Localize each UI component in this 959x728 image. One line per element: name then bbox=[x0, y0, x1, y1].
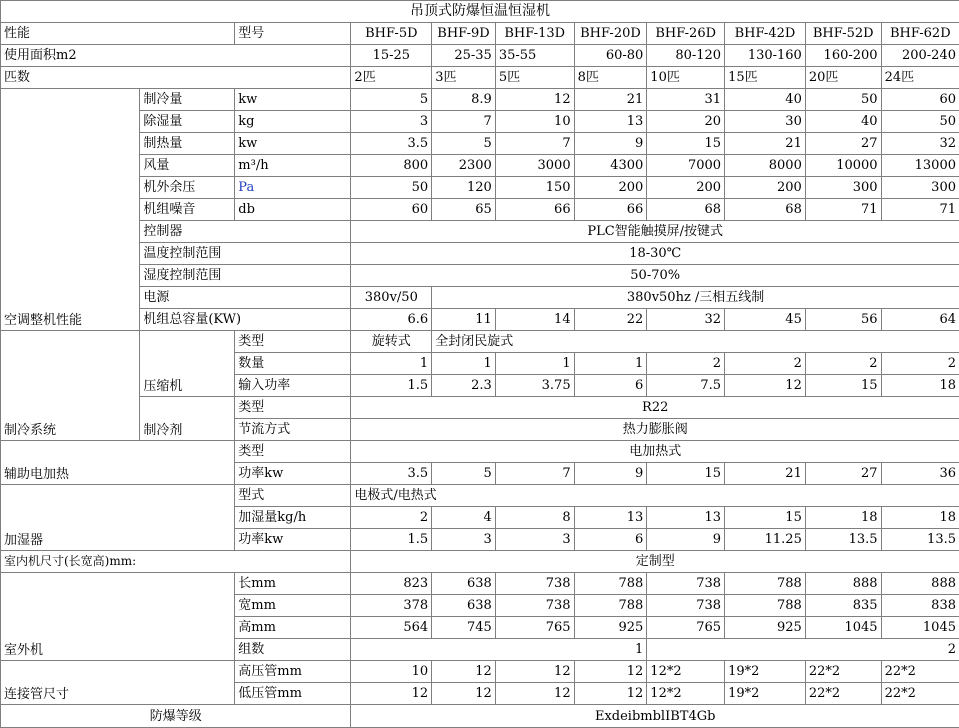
hp-pipe-cell: 22*2 bbox=[805, 661, 881, 683]
dehum-cell: 10 bbox=[495, 111, 574, 133]
hum-power-cell: 6 bbox=[574, 529, 647, 551]
total-capacity-cell: 6.6 bbox=[351, 309, 432, 331]
dehum-cell: 50 bbox=[881, 111, 959, 133]
static-pressure-cell: 300 bbox=[881, 177, 959, 199]
area-cell: 25-35 bbox=[432, 45, 496, 67]
hum-amount-cell: 8 bbox=[495, 507, 574, 529]
outdoor-width-cell: 788 bbox=[725, 595, 806, 617]
compressor-power-label: 输入功率 bbox=[235, 375, 351, 397]
compressor-power-cell: 2.3 bbox=[432, 375, 496, 397]
airflow-cell: 13000 bbox=[881, 155, 959, 177]
noise-cell: 65 bbox=[432, 199, 496, 221]
noise-cell: 66 bbox=[574, 199, 647, 221]
outdoor-height-cell: 1045 bbox=[881, 617, 959, 639]
temp-range-label: 温度控制范围 bbox=[140, 243, 351, 265]
hum-amount-cell: 13 bbox=[574, 507, 647, 529]
cooling-cell: 50 bbox=[805, 89, 881, 111]
dehum-cell: 3 bbox=[351, 111, 432, 133]
controller-row bbox=[1, 221, 959, 243]
total-capacity-label: 机组总容量(KW) bbox=[140, 309, 351, 331]
hp-label: 匹数 bbox=[1, 67, 351, 89]
refrigerant-type-value: R22 bbox=[351, 397, 959, 419]
outdoor-height-cell: 745 bbox=[432, 617, 496, 639]
lp-pipe-cell: 12*2 bbox=[647, 683, 725, 705]
aux-heat-group: 辅助电加热 bbox=[1, 441, 235, 485]
hum-amount-cell: 18 bbox=[881, 507, 959, 529]
area-cell: 35-55 bbox=[495, 45, 574, 67]
static-pressure-cell: 200 bbox=[647, 177, 725, 199]
airflow-cell: 2300 bbox=[432, 155, 496, 177]
hp-pipe-cell: 10 bbox=[351, 661, 432, 683]
explosion-value: ExdeibmblIBT4Gb bbox=[351, 705, 959, 728]
model-cell: BHF-5D bbox=[351, 23, 432, 45]
outdoor-width-cell: 738 bbox=[495, 595, 574, 617]
lp-pipe-cell: 22*2 bbox=[805, 683, 881, 705]
hp-pipe-cell: 12 bbox=[495, 661, 574, 683]
lp-pipe-cell: 12 bbox=[432, 683, 496, 705]
airflow-cell: 8000 bbox=[725, 155, 806, 177]
hp-row bbox=[1, 67, 959, 89]
hp-cell: 10匹 bbox=[647, 67, 725, 89]
compressor-type-label: 类型 bbox=[235, 331, 351, 353]
hum-power-cell: 3 bbox=[432, 529, 496, 551]
compressor-qty-cell: 2 bbox=[725, 353, 806, 375]
noise-cell: 68 bbox=[725, 199, 806, 221]
area-cell: 130-160 bbox=[725, 45, 806, 67]
airflow-label: 风量 bbox=[140, 155, 235, 177]
area-cell: 60-80 bbox=[574, 45, 647, 67]
hp-pipe-row bbox=[1, 661, 959, 683]
hum-power-cell: 9 bbox=[647, 529, 725, 551]
lp-pipe-cell: 19*2 bbox=[725, 683, 806, 705]
static-pressure-cell: 200 bbox=[574, 177, 647, 199]
outdoor-group: 室外机 bbox=[1, 573, 235, 661]
spec-table-body bbox=[1, 1, 959, 728]
hum-range-row bbox=[1, 265, 959, 287]
compressor-type-b: 全封闭民旋式 bbox=[432, 331, 959, 353]
hum-amount-cell: 4 bbox=[432, 507, 496, 529]
hum-power-cell: 13.5 bbox=[881, 529, 959, 551]
outdoor-length-cell: 788 bbox=[725, 573, 806, 595]
outdoor-width-cell: 738 bbox=[647, 595, 725, 617]
indoor-size-label bbox=[1, 551, 351, 573]
outdoor-groups-cell: 1 bbox=[351, 639, 647, 661]
total-capacity-row bbox=[1, 309, 959, 331]
hp-pipe-cell: 12 bbox=[574, 661, 647, 683]
hum-amount-cell: 18 bbox=[805, 507, 881, 529]
aux-power-cell: 7 bbox=[495, 463, 574, 485]
outdoor-length-cell: 638 bbox=[432, 573, 496, 595]
noise-cell: 71 bbox=[805, 199, 881, 221]
outdoor-groups-cell: 2 bbox=[647, 639, 959, 661]
model-cell: BHF-20D bbox=[574, 23, 647, 45]
dehum-label: 除湿量 bbox=[140, 111, 235, 133]
compressor-qty-cell: 1 bbox=[495, 353, 574, 375]
dehum-cell: 13 bbox=[574, 111, 647, 133]
cooling-unit: kw bbox=[235, 89, 351, 111]
power-first-value: 380v/50 bbox=[351, 287, 432, 309]
explosion-row bbox=[1, 705, 959, 728]
outdoor-height-label: 高mm bbox=[235, 617, 351, 639]
indoor-size-value: 定制型 bbox=[351, 551, 959, 573]
model-cell: BHF-9D bbox=[432, 23, 496, 45]
model-cell: BHF-26D bbox=[647, 23, 725, 45]
airflow-cell: 3000 bbox=[495, 155, 574, 177]
heating-cell: 32 bbox=[881, 133, 959, 155]
outdoor-groups-label: 组数 bbox=[235, 639, 351, 661]
heating-cell: 3.5 bbox=[351, 133, 432, 155]
dehum-unit: kg bbox=[235, 111, 351, 133]
airflow-cell: 4300 bbox=[574, 155, 647, 177]
heating-unit: kw bbox=[235, 133, 351, 155]
hum-form-value: 电极式/电热式 bbox=[351, 485, 959, 507]
aux-power-cell: 9 bbox=[574, 463, 647, 485]
refrig-system-group: 制冷系统 bbox=[1, 331, 140, 441]
lp-pipe-label: 低压管mm bbox=[235, 683, 351, 705]
hum-range-value: 50-70% bbox=[351, 265, 959, 287]
hp-cell: 15匹 bbox=[725, 67, 806, 89]
outdoor-length-cell: 888 bbox=[805, 573, 881, 595]
hum-amount-label: 加湿量kg/h bbox=[235, 507, 351, 529]
compressor-group: 压缩机 bbox=[140, 331, 235, 397]
static-pressure-cell: 150 bbox=[495, 177, 574, 199]
area-label: 使用面积m2 bbox=[1, 45, 351, 67]
compressor-qty-cell: 1 bbox=[432, 353, 496, 375]
airflow-row bbox=[1, 155, 959, 177]
refrigerant-type-row bbox=[1, 397, 959, 419]
hum-form-row bbox=[1, 485, 959, 507]
outdoor-height-cell: 765 bbox=[647, 617, 725, 639]
total-capacity-cell: 11 bbox=[432, 309, 496, 331]
area-cell: 80-120 bbox=[647, 45, 725, 67]
compressor-power-cell: 15 bbox=[805, 375, 881, 397]
outdoor-width-cell: 835 bbox=[805, 595, 881, 617]
noise-cell: 60 bbox=[351, 199, 432, 221]
outdoor-length-row bbox=[1, 573, 959, 595]
refrigerant-type-label: 类型 bbox=[235, 397, 351, 419]
airflow-cell: 7000 bbox=[647, 155, 725, 177]
static-pressure-cell: 120 bbox=[432, 177, 496, 199]
noise-row bbox=[1, 199, 959, 221]
static-pressure-unit: Pa bbox=[235, 177, 351, 199]
hp-cell: 2匹 bbox=[351, 67, 432, 89]
outdoor-width-label: 宽mm bbox=[235, 595, 351, 617]
controller-label: 控制器 bbox=[140, 221, 351, 243]
outdoor-length-cell: 823 bbox=[351, 573, 432, 595]
throttle-label: 节流方式 bbox=[235, 419, 351, 441]
cooling-row bbox=[1, 89, 959, 111]
model-cell: BHF-13D bbox=[495, 23, 574, 45]
hp-pipe-cell: 22*2 bbox=[881, 661, 959, 683]
noise-cell: 71 bbox=[881, 199, 959, 221]
compressor-type-a: 旋转式 bbox=[351, 331, 432, 353]
outdoor-length-cell: 788 bbox=[574, 573, 647, 595]
dehum-row bbox=[1, 111, 959, 133]
heating-cell: 7 bbox=[495, 133, 574, 155]
humidifier-group: 加湿器 bbox=[1, 485, 235, 551]
hum-power-cell: 11.25 bbox=[725, 529, 806, 551]
noise-unit: db bbox=[235, 199, 351, 221]
outdoor-width-cell: 838 bbox=[881, 595, 959, 617]
compressor-power-cell: 18 bbox=[881, 375, 959, 397]
airflow-unit: m³/h bbox=[235, 155, 351, 177]
area-cell: 160-200 bbox=[805, 45, 881, 67]
aux-type-label: 类型 bbox=[235, 441, 351, 463]
outdoor-length-label: 长mm bbox=[235, 573, 351, 595]
cooling-cell: 5 bbox=[351, 89, 432, 111]
compressor-qty-cell: 1 bbox=[574, 353, 647, 375]
aux-type-row bbox=[1, 441, 959, 463]
total-capacity-cell: 56 bbox=[805, 309, 881, 331]
outdoor-height-cell: 765 bbox=[495, 617, 574, 639]
compressor-qty-cell: 1 bbox=[351, 353, 432, 375]
static-pressure-row bbox=[1, 177, 959, 199]
outdoor-length-cell: 738 bbox=[647, 573, 725, 595]
outdoor-length-cell: 738 bbox=[495, 573, 574, 595]
cooling-cell: 60 bbox=[881, 89, 959, 111]
hp-cell: 8匹 bbox=[574, 67, 647, 89]
hp-cell: 20匹 bbox=[805, 67, 881, 89]
hum-form-label: 型式 bbox=[235, 485, 351, 507]
noise-cell: 68 bbox=[647, 199, 725, 221]
heating-cell: 21 bbox=[725, 133, 806, 155]
lp-pipe-cell: 12 bbox=[574, 683, 647, 705]
heating-cell: 15 bbox=[647, 133, 725, 155]
hum-power-cell: 13.5 bbox=[805, 529, 881, 551]
hp-cell: 3匹 bbox=[432, 67, 496, 89]
indoor-size-label-text: 室内机尺寸(长宽高)mm: bbox=[4, 554, 137, 568]
compressor-qty-label: 数量 bbox=[235, 353, 351, 375]
controller-value: PLC智能触摸屏/按键式 bbox=[351, 221, 959, 243]
table-title: 吊顶式防爆恒温恒湿机 bbox=[1, 1, 959, 23]
hp-pipe-cell: 12 bbox=[432, 661, 496, 683]
aux-power-cell: 5 bbox=[432, 463, 496, 485]
aux-power-cell: 27 bbox=[805, 463, 881, 485]
outdoor-width-cell: 638 bbox=[432, 595, 496, 617]
heating-cell: 5 bbox=[432, 133, 496, 155]
model-cell: BHF-62D bbox=[881, 23, 959, 45]
power-row bbox=[1, 287, 959, 309]
model-row bbox=[1, 23, 959, 45]
noise-label: 机组噪音 bbox=[140, 199, 235, 221]
hp-pipe-cell: 12*2 bbox=[647, 661, 725, 683]
total-capacity-cell: 22 bbox=[574, 309, 647, 331]
cooling-label: 制冷量 bbox=[140, 89, 235, 111]
lp-pipe-cell: 22*2 bbox=[881, 683, 959, 705]
compressor-qty-cell: 2 bbox=[805, 353, 881, 375]
hp-cell: 24匹 bbox=[881, 67, 959, 89]
compressor-type-row bbox=[1, 331, 959, 353]
performance-label: 性能 bbox=[1, 23, 235, 45]
power-rest-value: 380v50hz /三相五线制 bbox=[432, 287, 959, 309]
ac-performance-group: 空调整机性能 bbox=[1, 89, 140, 331]
heating-label: 制热量 bbox=[140, 133, 235, 155]
aux-power-cell: 15 bbox=[647, 463, 725, 485]
compressor-power-cell: 6 bbox=[574, 375, 647, 397]
lp-pipe-cell: 12 bbox=[495, 683, 574, 705]
area-cell: 200-240 bbox=[881, 45, 959, 67]
static-pressure-cell: 50 bbox=[351, 177, 432, 199]
aux-type-value: 电加热式 bbox=[351, 441, 959, 463]
area-row bbox=[1, 45, 959, 67]
aux-power-cell: 3.5 bbox=[351, 463, 432, 485]
power-label: 电源 bbox=[140, 287, 351, 309]
indoor-size-row bbox=[1, 551, 959, 573]
hum-range-label: 湿度控制范围 bbox=[140, 265, 351, 287]
compressor-qty-cell: 2 bbox=[647, 353, 725, 375]
static-pressure-label: 机外余压 bbox=[140, 177, 235, 199]
total-capacity-cell: 64 bbox=[881, 309, 959, 331]
outdoor-height-cell: 925 bbox=[574, 617, 647, 639]
compressor-power-cell: 1.5 bbox=[351, 375, 432, 397]
airflow-cell: 10000 bbox=[805, 155, 881, 177]
heating-cell: 27 bbox=[805, 133, 881, 155]
area-cell: 15-25 bbox=[351, 45, 432, 67]
total-capacity-cell: 45 bbox=[725, 309, 806, 331]
model-label: 型号 bbox=[235, 23, 351, 45]
dehum-cell: 40 bbox=[805, 111, 881, 133]
cooling-cell: 21 bbox=[574, 89, 647, 111]
cooling-cell: 12 bbox=[495, 89, 574, 111]
outdoor-height-cell: 1045 bbox=[805, 617, 881, 639]
outdoor-height-cell: 564 bbox=[351, 617, 432, 639]
outdoor-height-cell: 925 bbox=[725, 617, 806, 639]
cooling-cell: 8.9 bbox=[432, 89, 496, 111]
hum-power-cell: 1.5 bbox=[351, 529, 432, 551]
hp-pipe-cell: 19*2 bbox=[725, 661, 806, 683]
hum-amount-cell: 13 bbox=[647, 507, 725, 529]
heating-row bbox=[1, 133, 959, 155]
noise-cell: 66 bbox=[495, 199, 574, 221]
temp-range-value: 18-30℃ bbox=[351, 243, 959, 265]
hp-pipe-label: 高压管mm bbox=[235, 661, 351, 683]
aux-power-cell: 36 bbox=[881, 463, 959, 485]
lp-pipe-cell: 12 bbox=[351, 683, 432, 705]
hp-cell: 5匹 bbox=[495, 67, 574, 89]
compressor-power-cell: 12 bbox=[725, 375, 806, 397]
hum-power-label: 功率kw bbox=[235, 529, 351, 551]
outdoor-length-cell: 888 bbox=[881, 573, 959, 595]
outdoor-width-cell: 378 bbox=[351, 595, 432, 617]
aux-power-cell: 21 bbox=[725, 463, 806, 485]
hum-amount-cell: 2 bbox=[351, 507, 432, 529]
refrigerant-group: 制冷剂 bbox=[140, 397, 235, 441]
explosion-label: 防爆等级 bbox=[1, 705, 351, 728]
compressor-power-cell: 7.5 bbox=[647, 375, 725, 397]
hum-power-cell: 3 bbox=[495, 529, 574, 551]
throttle-value: 热力膨胀阀 bbox=[351, 419, 959, 441]
compressor-qty-cell: 2 bbox=[881, 353, 959, 375]
title-row bbox=[1, 1, 959, 23]
outdoor-width-cell: 788 bbox=[574, 595, 647, 617]
airflow-cell: 800 bbox=[351, 155, 432, 177]
static-pressure-cell: 300 bbox=[805, 177, 881, 199]
compressor-power-cell: 3.75 bbox=[495, 375, 574, 397]
hum-amount-cell: 15 bbox=[725, 507, 806, 529]
dehum-cell: 30 bbox=[725, 111, 806, 133]
pipe-size-group: 连接管尺寸 bbox=[1, 661, 235, 705]
heating-cell: 9 bbox=[574, 133, 647, 155]
static-pressure-cell: 200 bbox=[725, 177, 806, 199]
model-cell: BHF-52D bbox=[805, 23, 881, 45]
cooling-cell: 40 bbox=[725, 89, 806, 111]
total-capacity-cell: 14 bbox=[495, 309, 574, 331]
cooling-cell: 31 bbox=[647, 89, 725, 111]
dehum-cell: 20 bbox=[647, 111, 725, 133]
total-capacity-cell: 32 bbox=[647, 309, 725, 331]
dehum-cell: 7 bbox=[432, 111, 496, 133]
model-cell: BHF-42D bbox=[725, 23, 806, 45]
aux-power-label: 功率kw bbox=[235, 463, 351, 485]
temp-range-row bbox=[1, 243, 959, 265]
